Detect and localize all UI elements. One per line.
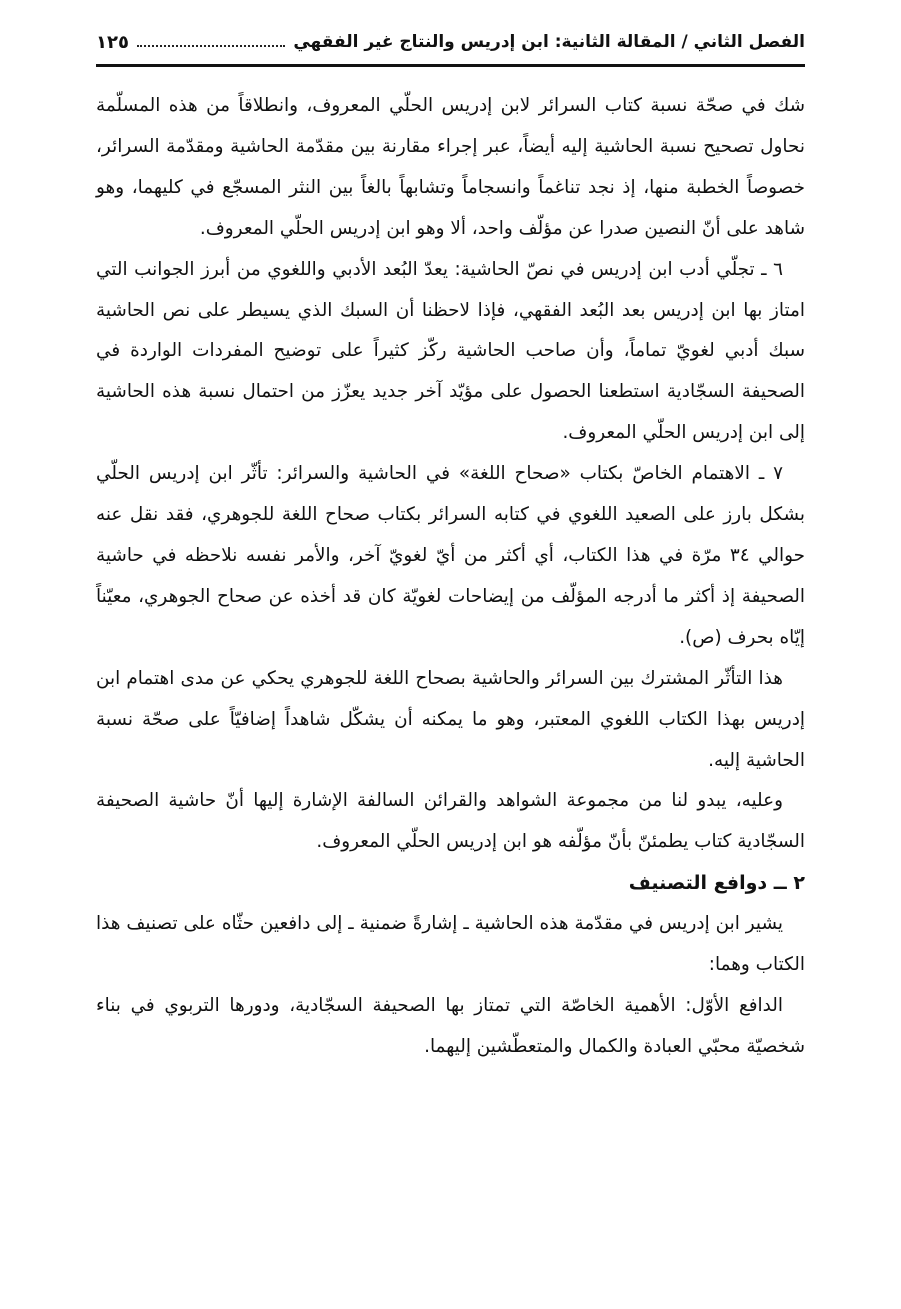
paragraph-6: يشير ابن إدريس في مقدّمة هذه الحاشية ـ إشارةً ضمنية ـ إلى دافعين حثّاه على تصنيف هذا الكتاب وهما:: [96, 913, 805, 976]
section-heading: ٢ ــ دوافع التصنيف: [628, 872, 805, 895]
page-number: ١٢٥: [96, 31, 129, 53]
paragraph-2: ٦ ـ تجلّي أدب ابن إدريس في نصّ الحاشية: يعدّ البُعد الأدبي واللغوي من أبرز الجوانب التي امتاز بها ابن إدريس بعد البُعد الفقهي، فإذا لاحظنا أن السبك الذي يسيطر على نص الحاشية سبك أدبي لغويّ تماماً، وأن صاحب الحاشية ركّز كثيراً على توضيح المفردات الواردة في الصحيفة السجّادية استطعنا الحصول على مؤيّد آخر جديد يعزّز من احتمال نسبة هذه الحاشية إلى ابن إدريس الحلّي المعروف.: [96, 258, 805, 444]
header-rule: [96, 64, 805, 67]
leader-dots: [137, 45, 285, 47]
paragraph-3: ٧ ـ الاهتمام الخاصّ بكتاب «صحاح اللغة» في الحاشية والسرائر: تأثّر ابن إدريس الحلّي بشكل بارز على الصعيد اللغوي في كتابه السرائر بكتاب صحاح اللغة للجوهري، فقد نقل عنه حوالي ٣٤ مرّة في هذا الكتاب، أي أكثر من أيّ لغويّ آخر، والأمر نفسه نلاحظه في حاشية الصحيفة إذ أكثر ما أدرجه المؤلّف من إيضاحات لغويّة كان قد أخذه عن صحاح الجوهري، معيّناً إيّاه بحرف (ص).: [96, 463, 805, 648]
paragraph-5: وعليه، يبدو لنا من مجموعة الشواهد والقرائن السالفة الإشارة إليها أنّ حاشية الصحيفة السجّادية كتاب يطمئنّ بأنّ مؤلّفه هو ابن إدريس الحلّي المعروف.: [96, 790, 805, 853]
paragraph-1: شك في صحّة نسبة كتاب السرائر لابن إدريس الحلّي المعروف، وانطلاقاً من هذه المسلّمة نحاول تصحيح نسبة الحاشية إليه أيضاً، عبر إجراء مقارنة بين مقدّمة الحاشية ومقدّمة السرائر، خصوصاً الخطبة منها، إذ نجد تناغماً وانسجاماً وتشابهاً بالغاً بين النثر المسجّع في كليهما، وهو شاهد على أنّ النصين صدرا عن مؤلّف واحد، ألا وهو ابن إدريس الحلّي المعروف.: [96, 95, 805, 239]
paragraph-4: هذا التأثّر المشترك بين السرائر والحاشية بصحاح اللغة للجوهري يحكي عن مدى اهتمام ابن إدريس بهذا الكتاب اللغوي المعتبر، وهو ما يمكنه أن يشكّل شاهداً إضافيّاً على صحّة نسبة الحاشية إليه.: [96, 667, 805, 771]
running-header: [96, 22, 805, 62]
paragraph-7: الدافع الأوّل: الأهمية الخاصّة التي تمتاز بها الصحيفة السجّادية، ودورها التربوي في بناء شخصيّة محبّي العبادة والكمال والمتعطّشين إليهما.: [96, 994, 805, 1057]
running-header-title: الفصل الثاني / المقالة الثانية: ابن إدريس والنتاج غير الفقهي: [293, 32, 805, 52]
body-text: [96, 86, 805, 1068]
